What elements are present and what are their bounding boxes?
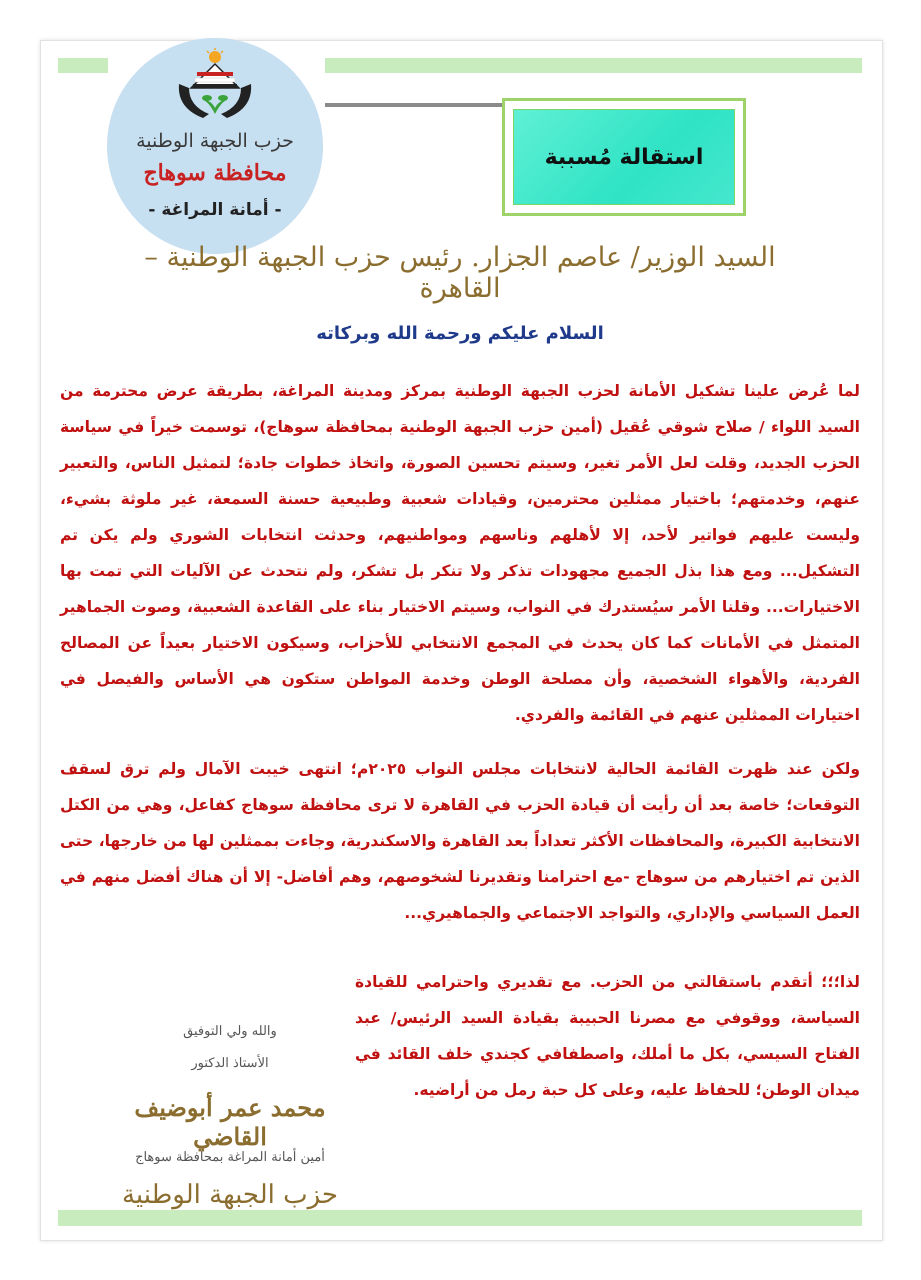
signature-rank: الأستاذ الدكتور: [191, 1056, 269, 1071]
party-logo: [107, 38, 323, 254]
paragraph-reasons: ولكن عند ظهرت القائمة الحالية لانتخابات مجلس النواب ٢٠٢٥م؛ انتهى خيبت الآمال ولم ترق لسقف التوقعات؛ خاصة بعد أن رأيت أن قيادة الحزب في القاهرة لا ترى محافظة سوهاج كفاعل، وهي من الكتل الانتخابية الكبيرة، والمحافظات الأكثر تعداداً بعد القاهرة والاسكندرية، وجاءت بممثلين لها من خارجها، حتى الذين تم اختيارهم من سوهاج -مع احترامنا وتقديرنا لشخوصهم، وهم أفاضل- إلا أن هناك أفضل منهم في العمل السياسي والإداري، والتواجد الاجتماعي والجماهيري...: [60, 760, 860, 922]
logo-secretariat: - أمانة المراغة -: [148, 200, 282, 220]
addressee-line: السيد الوزير/ عاصم الجزار. رئيس حزب الجبهة الوطنية – القاهرة: [144, 242, 776, 304]
decorative-bar-bottom: [58, 1210, 862, 1226]
title-box: [502, 98, 746, 216]
paragraph-resignation: لذا؛؛؛ أتقدم باستقالتي من الحزب. مع تقديري واحترامي للقيادة السياسة، ووقوفي مع مصرنا الحبيبة بقيادة السيد الرئيس/ عبد الفتاح السيسي، بكل ما أملك، واصطفافي كجندي خلف القائد في ميدان الوطن؛ للحفاظ عليه، وعلى كل حبة رمل من أراضيه.: [355, 973, 860, 1099]
logo-party-name: حزب الجبهة الوطنية: [136, 130, 294, 152]
signature-position: أمين أمانة المراغة بمحافظة سوهاج: [135, 1150, 325, 1165]
greeting-line: السلام عليكم ورحمة الله وبركاته: [316, 323, 604, 344]
signature-party: حزب الجبهة الوطنية: [121, 1180, 339, 1210]
decorative-bar-top-right: [325, 58, 862, 73]
title-panel: [513, 109, 735, 205]
paragraph-background: لما عُرض علينا تشكيل الأمانة لحزب الجبهة الوطنية بمركز ومدينة المراغة، بطريقة عرض محترمة من السيد اللواء / صلاح شوقي عُقيل (أمين حزب الجبهة الوطنية بمحافظة سوهاج)، توسمت خيراً في سياسة الحزب الجديد، وقلت لعل الأمر تغير، وسيتم تحسين الصورة، واتخاذ خطوات جادة؛ لتمثيل الناس، والتعبير عنهم، وخدمتهم؛ باختيار ممثلين محترمين، وقيادات شعبية وطبيعية حسنة السمعة، غير ملوثة بشيء، وليست عليهم فواتير لأحد، إلا لأهلهم وناسهم ومواطنيهم، وحدثت انتخابات الشوري ولم يكن تم التشكيل... ومع هذا بذل الجميع مجهودات تذكر ولا تنكر بل تشكر، ولم نتحدث عن الآليات التي تمت بها الاختيارات... وقلنا الأمر سيُستدرك في النواب، وسيتم الاختيار بناء على القاعدة الشعبية، وصوت الجماهير المتمثل في الأمانات كما كان يحدث في المجمع الانتخابي للأحزاب، وسيكون الاختيار بعيداً عن المصالح الفردية، والأهواء الشخصية، وأن مصلحة الوطن وخدمة المواطن ستكون هي الأساس والفيصل في اختيارات الممثلين عنهم في القائمة والفردي.: [60, 382, 860, 724]
logo-governorate: محافظة سوهاج: [143, 160, 287, 186]
document-title: استقالة مُسببة: [544, 144, 704, 170]
decorative-bar-top-left: [58, 58, 108, 73]
signature-name: محمد عمر أبوضيف القاضي: [134, 1093, 326, 1151]
signature-closing: والله ولي التوفيق: [183, 1024, 277, 1039]
party-emblem-icon: [173, 48, 257, 126]
